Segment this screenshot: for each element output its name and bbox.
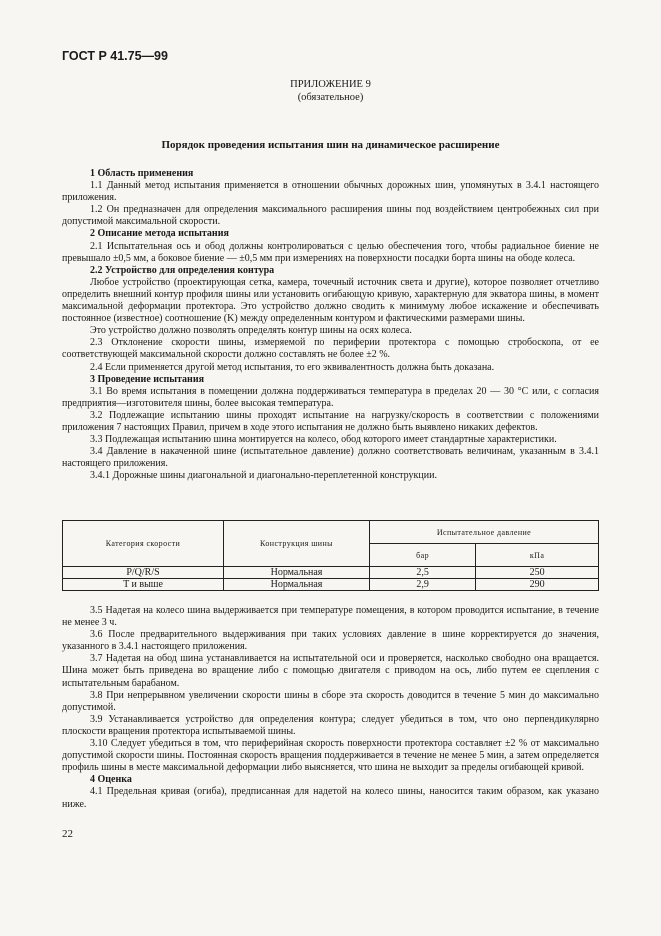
paragraph: 2.4 Если применяется другой метод испытания, то его эквивалентность должна быть доказана. — [90, 361, 495, 373]
paragraph: 3.10 Следует убедиться в том, что периферийная скорость поверхности протектора составляет ±2 % от максимально допустимой скорости шины. Постоянная скорость вращения поддерживается в течение не менее 5 мин, а затем определяется профиль шины в месте максимальной деформации либо выясняется, что шина не выходит за пределы огибающей кривой. — [62, 738, 599, 774]
section-heading: 4 Оценка — [90, 774, 132, 786]
section-heading: 2.2 Устройство для определения контура — [90, 264, 275, 276]
cell-bar: 2,5 — [370, 567, 476, 579]
section-heading: 1 Область применения — [90, 168, 194, 179]
cell-kpa: 290 — [476, 579, 599, 591]
document-header: ГОСТ Р 41.75—99 — [62, 49, 168, 63]
paragraph: 3.4 Давление в накаченной шине (испытательное давление) должно соответствовать величинам, указанным в 3.4.1 настоящего приложения. — [62, 446, 599, 470]
header-speed-category: Категория скорости — [63, 521, 224, 567]
paragraph: 3.7 Надетая на обод шина устанавливается на испытательной оси и проверяется, насколько свободно она вращается. Шина может быть приведена во вращение либо с помощью двигателя с приводом на ось, либо путем ее сцепления с испытательным барабаном. — [62, 653, 599, 689]
paragraph: 3.8 При непрерывном увеличении скорости шины в сборе эта скорость доводится в течение 5 мин до максимально допустимой. — [62, 689, 599, 713]
paragraph: 1.2 Он предназначен для определения максимального расширения шины под воздействием центробежных сил при допустимой максимальной скорости. — [62, 204, 599, 228]
page-number: 22 — [62, 828, 73, 840]
cell-construction: Нормальная — [224, 579, 370, 591]
paragraph: 3.6 После предварительного выдерживания при таких условиях давление в шине корректируется до значения, указанного в 3.4.1 настоящего приложения. — [62, 629, 599, 653]
document-title: Порядок проведения испытания шин на динамическое расширение — [161, 139, 500, 151]
header-unit-bar: бар — [370, 544, 476, 567]
cell-kpa: 250 — [476, 567, 599, 579]
header-unit-kpa: кПа — [476, 544, 599, 567]
header-test-pressure: Испытательное давление — [370, 521, 599, 544]
appendix-note: (обязательное) — [297, 92, 364, 103]
header-construction: Конструкция шины — [224, 521, 370, 567]
paragraph: 3.1 Во время испытания в помещении должна поддерживаться температура в пределах 20 — 30 °С или, с согласия предприятия—изготовителя шины, более высокая температура. — [62, 385, 599, 409]
pressure-table — [62, 520, 599, 591]
paragraph: 1.1 Данный метод испытания применяется в отношении обычных дорожных шин, упомянутых в 3.4.1 настоящего приложения. — [62, 180, 599, 204]
appendix-title: ПРИЛОЖЕНИЕ 9 — [290, 79, 371, 90]
table-row — [63, 567, 599, 579]
cell-speed: P/Q/R/S — [63, 567, 224, 579]
table-row — [63, 579, 599, 591]
section-heading: 3 Проведение испытания — [90, 373, 204, 385]
body-text-lower — [62, 605, 599, 811]
paragraph: Любое устройство (проектирующая сетка, камера, точечный источник света и другие), которое позволяет отчетливо определить внешний контур профиля шины или установить огибающую кривую, характерную для экватора шины, в момент максимальной деформации протектора. Это устройство должно сводить к минимуму любое искажение и обеспечивать постоянное (известное) соотношение (K) между определенным контуром и фактическими размерами шины. — [62, 276, 599, 325]
cell-speed: T и выше — [63, 579, 224, 591]
paragraph: 3.2 Подлежащие испытанию шины проходят испытание на нагрузку/скорость в соответствии с положениями приложения 7 настоящих Правил, причем в ходе этого испытания не должно быть выявлено никаких дефектов. — [62, 409, 599, 433]
paragraph: 3.4.1 Дорожные шины диагональной и диагонально-переплетенной конструкции. — [90, 470, 437, 482]
paragraph: 2.1 Испытательная ось и обод должны контролироваться с целью обеспечения того, чтобы радиальное биение не превышало ±0,5 мм, а боковое биение — ±0,5 мм при измерениях на поверхности посадки борта шины на ободе колеса. — [62, 240, 599, 264]
cell-construction: Нормальная — [224, 567, 370, 579]
section-heading: 2 Описание метода испытания — [90, 228, 229, 240]
paragraph: 3.3 Подлежащая испытанию шина монтируется на колесо, обод которого имеет стандартные характеристики. — [90, 434, 557, 446]
paragraph: 4.1 Предельная кривая (огиба), предписанная для надетой на колесо шины, наносится таким образом, как указано ниже. — [62, 786, 599, 810]
paragraph: 3.5 Надетая на колесо шина выдерживается при температуре помещения, в котором проводится испытание, в течение не менее 3 ч. — [62, 605, 599, 629]
body-text-upper — [62, 168, 599, 482]
paragraph: Это устройство должно позволять определять контур шины на осях колеса. — [90, 325, 412, 337]
paragraph: 2.3 Отклонение скорости шины, измеряемой по периферии протектора с помощью стробоскопа, от ее соответствующей максимальной скорости должно составлять не более ±2 %. — [62, 337, 599, 361]
paragraph: 3.9 Устанавливается устройство для определения контура; следует убедиться в том, что оно перпендикулярно плоскости вращения протектора испытываемой шины. — [62, 713, 599, 737]
cell-bar: 2,9 — [370, 579, 476, 591]
